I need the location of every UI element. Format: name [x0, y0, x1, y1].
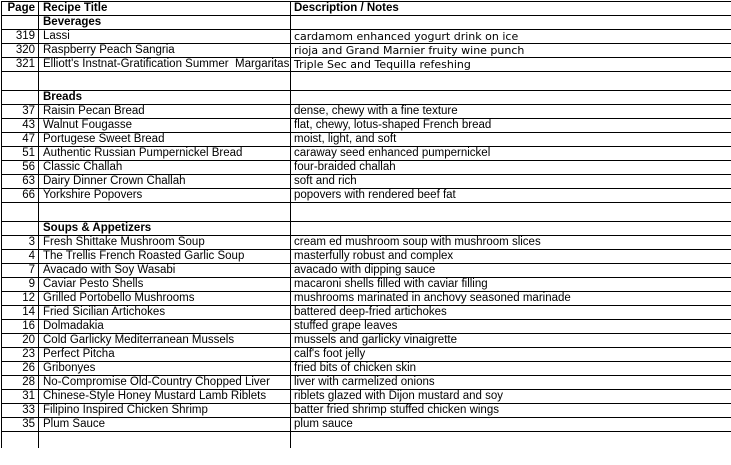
title-cell[interactable]: Fresh Shittake Mushroom Soup	[39, 236, 291, 250]
desc-cell[interactable]: cardamom enhanced yogurt drink on ice	[291, 30, 731, 44]
table-row	[2, 348, 731, 362]
title-cell[interactable]: Classic Challah	[39, 161, 291, 175]
title-cell[interactable]: Dolmadakia	[39, 320, 291, 334]
page-cell[interactable]: 28	[2, 376, 39, 390]
table-row	[2, 161, 731, 175]
title-cell[interactable]	[39, 432, 291, 449]
table-row	[2, 292, 731, 306]
table-row	[2, 58, 731, 72]
table-row	[2, 320, 731, 334]
page-cell[interactable]: 16	[2, 320, 39, 334]
table-row	[2, 133, 731, 147]
table-row	[2, 175, 731, 189]
page-cell[interactable]: 26	[2, 362, 39, 376]
table-row	[2, 236, 731, 250]
desc-cell[interactable]: plum sauce	[291, 418, 731, 432]
page-cell[interactable]: 35	[2, 418, 39, 432]
page-cell[interactable]: 56	[2, 161, 39, 175]
section-row	[2, 91, 731, 105]
desc-cell[interactable]: dense, chewy with a fine texture	[291, 105, 731, 119]
title-cell[interactable]: Perfect Pitcha	[39, 348, 291, 362]
desc-cell[interactable]: avacado with dipping sauce	[291, 264, 731, 278]
table-row	[2, 189, 731, 203]
desc-cell[interactable]: liver with carmelized onions	[291, 376, 731, 390]
desc-cell[interactable]: masterfully robust and complex	[291, 250, 731, 264]
page-cell[interactable]: 14	[2, 306, 39, 320]
table-row	[2, 362, 731, 376]
page-cell[interactable]: 3	[2, 236, 39, 250]
table-header-row	[2, 2, 731, 16]
title-cell[interactable]: Dairy Dinner Crown Challah	[39, 175, 291, 189]
table-row	[2, 404, 731, 418]
title-cell[interactable]: Avacado with Soy Wasabi	[39, 264, 291, 278]
page-cell[interactable]: 319	[2, 30, 39, 44]
title-cell[interactable]	[39, 203, 291, 222]
table-row	[2, 147, 731, 161]
page-cell[interactable]: 51	[2, 147, 39, 161]
title-cell[interactable]: Portugese Sweet Bread	[39, 133, 291, 147]
desc-cell[interactable]: battered deep-fried artichokes	[291, 306, 731, 320]
page-cell[interactable]: 12	[2, 292, 39, 306]
title-cell[interactable]: The Trellis French Roasted Garlic Soup	[39, 250, 291, 264]
table-row	[2, 119, 731, 133]
blank-row	[2, 203, 731, 222]
table-row	[2, 250, 731, 264]
title-cell[interactable]: Authentic Russian Pumpernickel Bread	[39, 147, 291, 161]
section-title-cell[interactable]: Beverages	[39, 16, 291, 30]
table-row	[2, 418, 731, 432]
desc-cell[interactable]: stuffed grape leaves	[291, 320, 731, 334]
title-cell[interactable]: Cold Garlicky Mediterranean Mussels	[39, 334, 291, 348]
desc-cell[interactable]: rioja and Grand Marnier fruity wine punch	[291, 44, 731, 58]
table-row	[2, 306, 731, 320]
section-row	[2, 222, 731, 236]
title-cell[interactable]: Raisin Pecan Bread	[39, 105, 291, 119]
page-cell[interactable]	[2, 16, 39, 30]
desc-cell[interactable]: batter fried shrimp stuffed chicken wings	[291, 404, 731, 418]
page-cell[interactable]: 320	[2, 44, 39, 58]
title-cell[interactable]: Grilled Portobello Mushrooms	[39, 292, 291, 306]
desc-cell[interactable]: four-braided challah	[291, 161, 731, 175]
column-header-description-notes[interactable]: Description / Notes	[291, 2, 731, 16]
desc-cell[interactable]: calf's foot jelly	[291, 348, 731, 362]
desc-cell[interactable]: mussels and garlicky vinaigrette	[291, 334, 731, 348]
desc-cell[interactable]: flat, chewy, lotus-shaped French bread	[291, 119, 731, 133]
title-cell[interactable]: Caviar Pesto Shells	[39, 278, 291, 292]
table-row	[2, 376, 731, 390]
section-title-cell[interactable]: Soups & Appetizers	[39, 222, 291, 236]
page-cell[interactable]: 23	[2, 348, 39, 362]
desc-cell[interactable]	[291, 91, 731, 105]
page-cell[interactable]: 321	[2, 58, 39, 72]
page-cell[interactable]	[2, 432, 39, 449]
desc-cell[interactable]: fried bits of chicken skin	[291, 362, 731, 376]
desc-cell[interactable]: riblets glazed with Dijon mustard and soy	[291, 390, 731, 404]
desc-cell[interactable]: caraway seed enhanced pumpernickel	[291, 147, 731, 161]
table-row	[2, 334, 731, 348]
desc-cell[interactable]: popovers with rendered beef fat	[291, 189, 731, 203]
page-cell[interactable]: 43	[2, 119, 39, 133]
page-cell[interactable]	[2, 72, 39, 91]
page-cell[interactable]: 66	[2, 189, 39, 203]
desc-cell[interactable]: soft and rich	[291, 175, 731, 189]
title-cell[interactable]: Plum Sauce	[39, 418, 291, 432]
desc-cell[interactable]	[291, 203, 731, 222]
title-cell[interactable]: Walnut Fougasse	[39, 119, 291, 133]
title-cell[interactable]	[39, 72, 291, 91]
title-cell[interactable]: Chinese-Style Honey Mustard Lamb Riblets	[39, 390, 291, 404]
desc-cell[interactable]: cream ed mushroom soup with mushroom slices	[291, 236, 731, 250]
recipe-index-table	[1, 1, 731, 448]
title-cell[interactable]: Lassi	[39, 30, 291, 44]
title-cell[interactable]: No-Compromise Old-Country Chopped Liver	[39, 376, 291, 390]
desc-cell[interactable]	[291, 16, 731, 30]
table-row	[2, 390, 731, 404]
section-row	[2, 16, 731, 30]
page-cell[interactable]	[2, 91, 39, 105]
desc-cell[interactable]: moist, light, and soft	[291, 133, 731, 147]
page-cell[interactable]: 37	[2, 105, 39, 119]
title-cell[interactable]: Yorkshire Popovers	[39, 189, 291, 203]
desc-cell[interactable]: Triple Sec and Tequilla refeshing	[291, 58, 731, 72]
table-row	[2, 44, 731, 58]
page-cell[interactable]	[2, 222, 39, 236]
desc-cell[interactable]	[291, 72, 731, 91]
title-cell[interactable]: Filipino Inspired Chicken Shrimp	[39, 404, 291, 418]
title-cell[interactable]: Raspberry Peach Sangria	[39, 44, 291, 58]
section-title-cell[interactable]: Breads	[39, 91, 291, 105]
table-row	[2, 30, 731, 44]
desc-cell[interactable]: mushrooms marinated in anchovy seasoned marinade	[291, 292, 731, 306]
trailing-row	[2, 432, 731, 449]
table-row	[2, 278, 731, 292]
title-cell[interactable]: Fried Sicilian Artichokes	[39, 306, 291, 320]
desc-cell[interactable]	[291, 432, 731, 449]
page-cell[interactable]	[2, 203, 39, 222]
table-row	[2, 264, 731, 278]
desc-cell[interactable]	[291, 222, 731, 236]
page-cell[interactable]: 33	[2, 404, 39, 418]
table-body	[2, 16, 731, 449]
table-row	[2, 105, 731, 119]
blank-row	[2, 72, 731, 91]
desc-cell[interactable]: macaroni shells filled with caviar filling	[291, 278, 731, 292]
page-cell[interactable]: 31	[2, 390, 39, 404]
page-cell[interactable]: 4	[2, 250, 39, 264]
page-cell[interactable]: 63	[2, 175, 39, 189]
title-cell[interactable]: Elliott's Instnat-Gratification Summer Margaritas	[39, 58, 291, 72]
page-cell[interactable]: 9	[2, 278, 39, 292]
page-cell[interactable]: 47	[2, 133, 39, 147]
column-header-page[interactable]: Page	[2, 2, 39, 16]
title-cell[interactable]: Gribonyes	[39, 362, 291, 376]
page-cell[interactable]: 20	[2, 334, 39, 348]
column-header-recipe-title[interactable]: Recipe Title	[39, 2, 291, 16]
page-cell[interactable]: 7	[2, 264, 39, 278]
